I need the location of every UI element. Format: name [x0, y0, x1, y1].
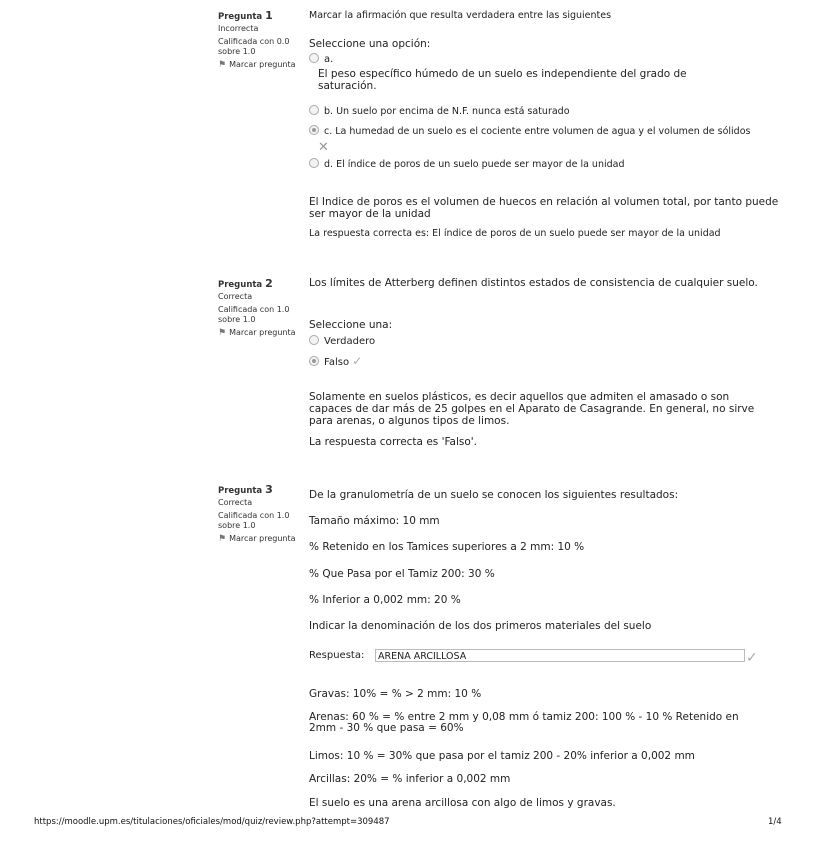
q3-flag[interactable]: ⚑ Marcar pregunta — [218, 534, 296, 544]
q3-feedback-gravas: Gravas: 10% = % > 2 mm: 10 % — [309, 688, 482, 700]
q1-option-a[interactable]: a. — [309, 53, 779, 66]
q2-radio-true[interactable] — [309, 335, 319, 345]
q3-info — [218, 485, 300, 544]
q2-prompt: Seleccione una: — [309, 319, 393, 331]
q2-option-true[interactable]: Verdadero — [309, 335, 375, 347]
q2-flag[interactable]: ⚑ Marcar pregunta — [218, 328, 296, 338]
incorrect-x-icon: ✕ — [318, 140, 329, 155]
q3-state: Correcta — [218, 498, 253, 507]
q2-grade: Calificada con 1.0 sobre 1.0 — [218, 305, 290, 324]
q1-correct-answer: La respuesta correcta es: El índice de poros de un suelo puede ser mayor de la unidad — [309, 228, 721, 239]
q1-option-b[interactable]: b. Un suelo por encima de N.F. nunca está saturado — [309, 105, 570, 117]
q2-info — [218, 279, 300, 338]
q1-option-d[interactable]: d. El índice de poros de un suelo puede ser mayor de la unidad — [309, 158, 625, 170]
correct-check-icon: ✓ — [746, 650, 758, 666]
q1-option-c[interactable]: c. La humedad de un suelo es el cociente entre volumen de agua y el volumen de sólidos — [309, 125, 750, 137]
q3-feedback-arenas: Arenas: 60 % = % entre 2 mm y 0,08 mm ó tamiz 200: 100 % - 10 % Retenido en 2mm - 30 % que pasa = 60% — [309, 711, 739, 734]
q2-text: Los límites de Atterberg definen distintos estados de consistencia de cualquier suelo. — [309, 277, 758, 289]
q1-radio-b[interactable] — [309, 105, 319, 115]
q1-flag[interactable]: ⚑ Marcar pregunta — [218, 60, 296, 70]
q3-answer-label: Respuesta: — [309, 650, 365, 661]
flag-icon: ⚑ — [218, 328, 227, 338]
q1-text: Marcar la afirmación que resulta verdadera entre las siguientes — [309, 10, 612, 21]
q2-radio-false[interactable] — [309, 356, 319, 366]
footer-page-number: 1/4 — [768, 817, 782, 827]
q3-line6: Indicar la denominación de los dos primeros materiales del suelo — [309, 620, 652, 632]
q3-number: Pregunta 3 — [218, 483, 273, 496]
q3-line5: % Inferior a 0,002 mm: 20 % — [309, 594, 461, 606]
q3-line2: Tamaño máximo: 10 mm — [309, 515, 440, 527]
q2-correct-answer: La respuesta correcta es 'Falso'. — [309, 436, 478, 448]
footer-url: https://moodle.upm.es/titulaciones/oficiales/mod/quiz/review.php?attempt=309487 — [34, 817, 390, 827]
q3-feedback-limos: Limos: 10 % = 30% que pasa por el tamiz 200 - 20% inferior a 0,002 mm — [309, 750, 695, 762]
q1-prompt: Seleccione una opción: — [309, 38, 431, 50]
correct-check-icon: ✓ — [352, 354, 363, 368]
q2-state: Correcta — [218, 292, 253, 301]
flag-icon: ⚑ — [218, 534, 227, 544]
q1-number: Pregunta 1 — [218, 9, 273, 22]
q3-answer-input[interactable]: ARENA ARCILLOSA — [375, 649, 745, 662]
q2-number: Pregunta 2 — [218, 277, 273, 290]
q1-radio-c[interactable] — [309, 125, 319, 135]
q1-option-a-text: El peso específico húmedo de un suelo es independiente del grado de saturación. — [318, 68, 687, 92]
q1-info — [218, 11, 300, 70]
q3-line4: % Que Pasa por el Tamiz 200: 30 % — [309, 568, 495, 580]
q3-feedback-arcillas: Arcillas: 20% = % inferior a 0,002 mm — [309, 773, 511, 785]
q1-radio-d[interactable] — [309, 158, 319, 168]
q3-grade: Calificada con 1.0 sobre 1.0 — [218, 511, 290, 530]
q3-line1: De la granulometría de un suelo se conocen los siguientes resultados: — [309, 489, 679, 501]
q2-option-false[interactable]: Falso ✓ — [309, 354, 362, 368]
q1-grade: Calificada con 0.0 sobre 1.0 — [218, 37, 290, 56]
q3-feedback-summary: El suelo es una arena arcillosa con algo de limos y gravas. — [309, 797, 616, 809]
q1-radio-a[interactable] — [309, 53, 319, 63]
q1-state: Incorrecta — [218, 24, 259, 33]
q1-feedback: El Indice de poros es el volumen de huecos en relación al volumen total, por tanto puede ser mayor de la unidad — [309, 196, 779, 220]
q3-line3: % Retenido en los Tamices superiores a 2 mm: 10 % — [309, 541, 585, 553]
q2-feedback: Solamente en suelos plásticos, es decir aquellos que admiten el amasado o son capaces de dar más de 25 golpes en el Aparato de Casagrande. En general, no sirve para arenas, o algunos tipos de limos. — [309, 391, 755, 427]
flag-icon: ⚑ — [218, 60, 227, 70]
